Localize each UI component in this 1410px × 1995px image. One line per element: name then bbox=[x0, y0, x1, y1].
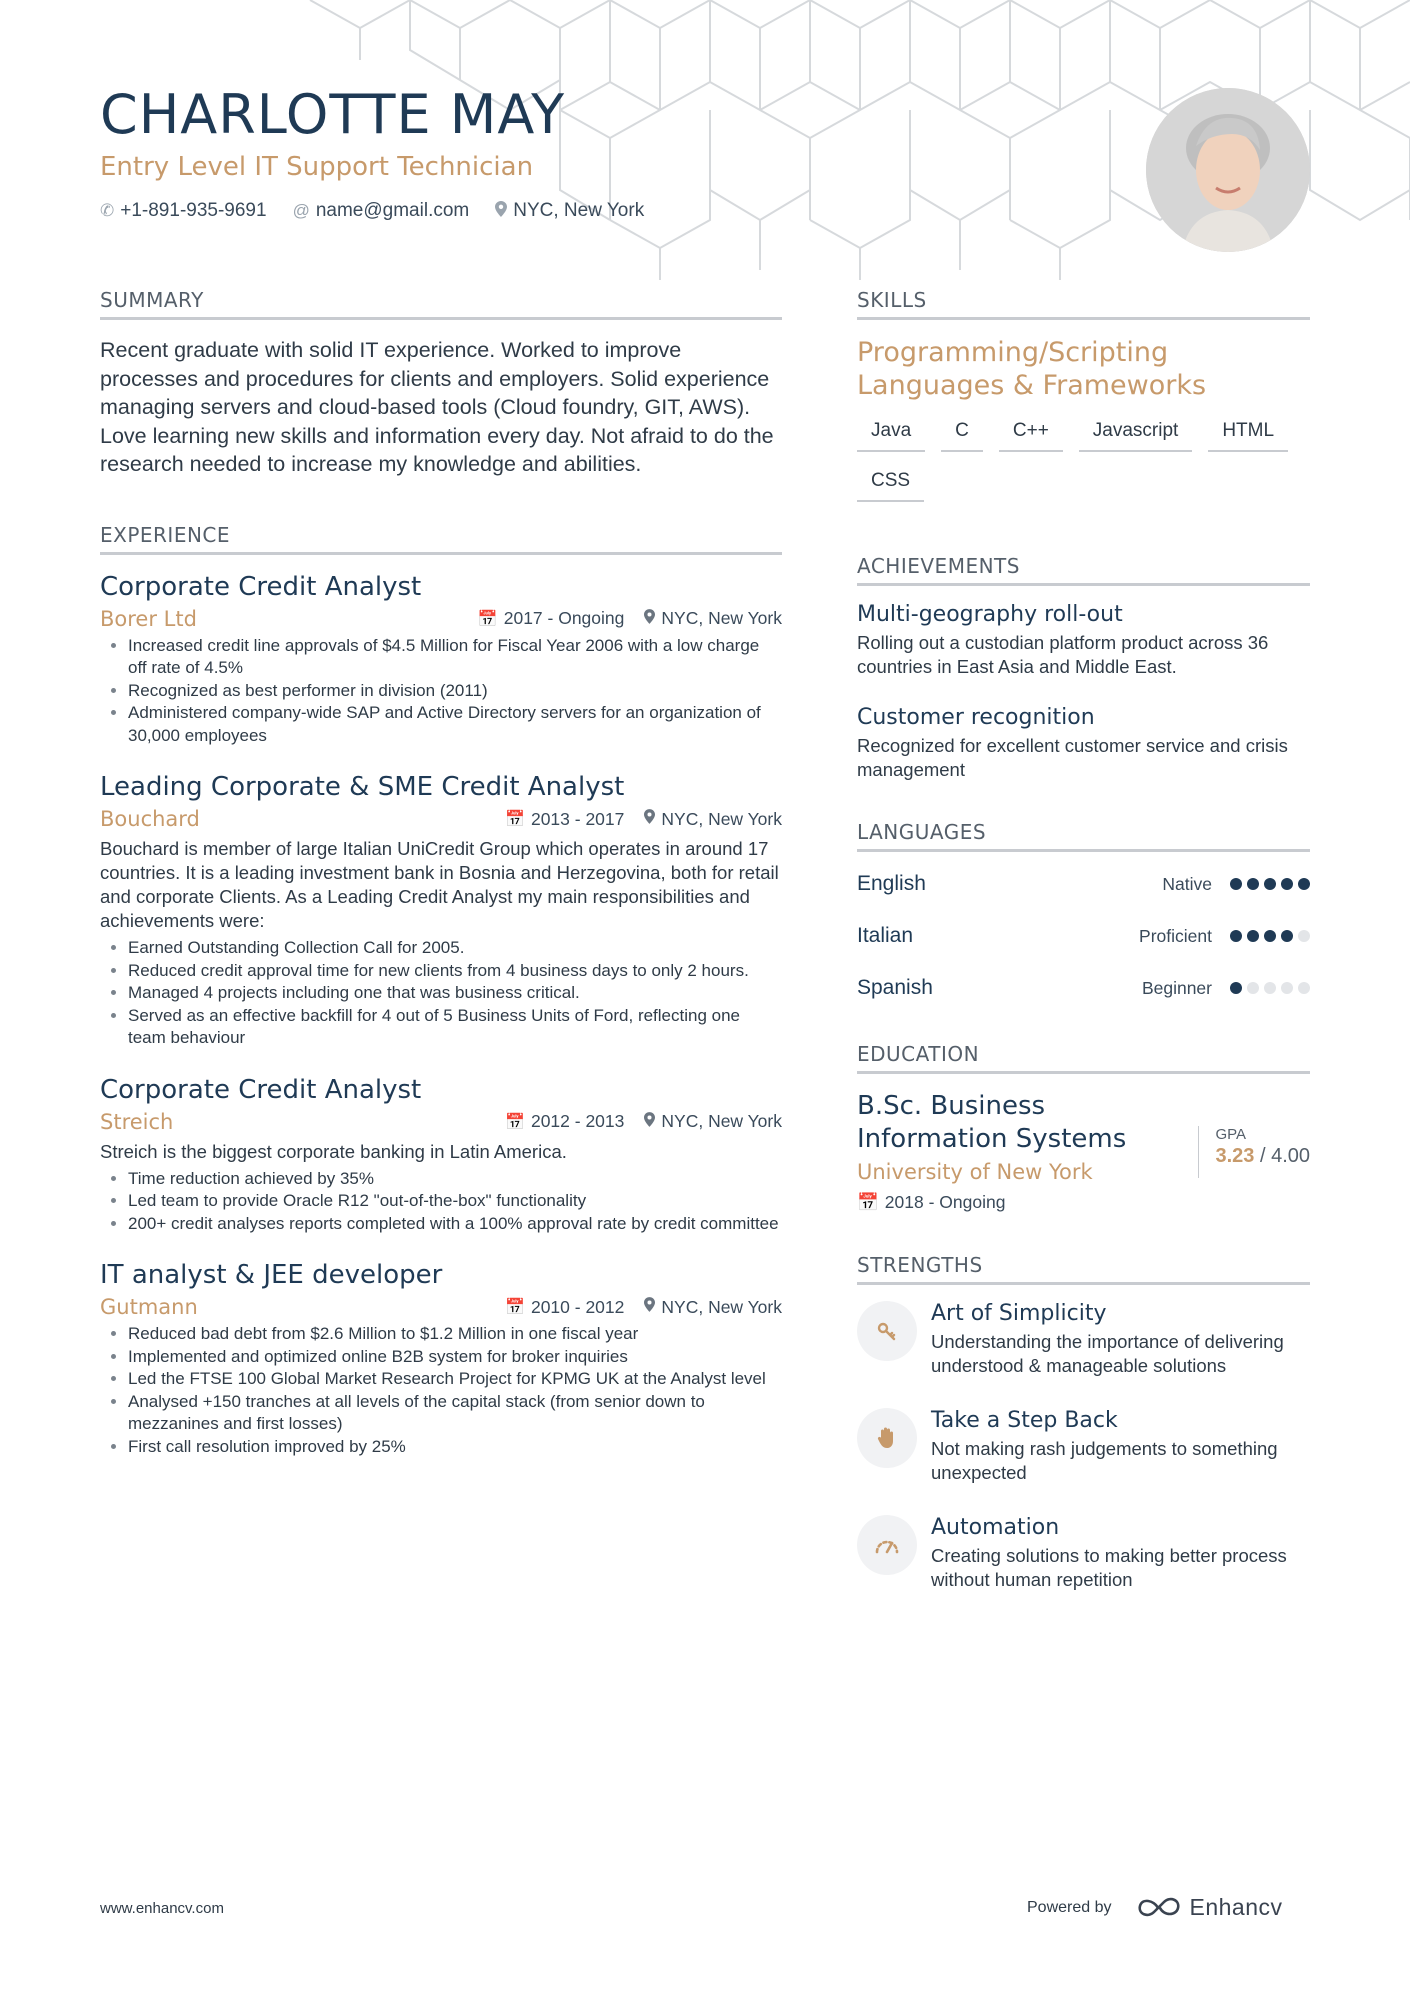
achievement-desc: Recognized for excellent customer service and crisis management bbox=[857, 735, 1288, 780]
language-name: Spanish bbox=[857, 976, 933, 999]
achievement-item bbox=[857, 602, 1310, 679]
right-column bbox=[857, 288, 1310, 1622]
education-dates-text: 2018 - Ongoing bbox=[884, 1192, 1006, 1212]
profile-photo bbox=[1146, 88, 1310, 252]
job-bullet: • Earned Outstanding Collection Call for 2005. bbox=[128, 937, 782, 960]
job-location bbox=[644, 608, 782, 629]
language-level: Native bbox=[1162, 873, 1212, 894]
strength-body bbox=[931, 1301, 1310, 1378]
language-level: Beginner bbox=[1141, 977, 1212, 998]
strengths-heading: STRENGTHS bbox=[857, 1253, 1310, 1285]
location-pin-icon bbox=[644, 1297, 655, 1317]
calendar-icon: 📅 bbox=[505, 811, 525, 828]
experience-list bbox=[100, 571, 782, 1459]
language-level: Proficient bbox=[1139, 925, 1212, 946]
strength-desc: Creating solutions to making better process without human repetition bbox=[931, 1545, 1287, 1590]
job-bullet: • Reduced credit approval time for new clients from 4 business days to only 2 hours. bbox=[128, 960, 782, 983]
candidate-title: Entry Level IT Support Technician bbox=[100, 152, 534, 182]
job-location bbox=[644, 809, 782, 830]
location-text: NYC, New York bbox=[513, 200, 645, 221]
skill-tag: HTML bbox=[1208, 414, 1288, 452]
brand-name: Enhancv bbox=[1189, 1894, 1283, 1920]
speedometer-icon bbox=[857, 1515, 917, 1575]
job-location-text: NYC, New York bbox=[661, 608, 782, 628]
strength-item bbox=[857, 1408, 1310, 1485]
rating-dot-empty bbox=[1247, 982, 1259, 994]
rating-dots bbox=[1230, 982, 1310, 994]
company-name: Streich bbox=[100, 1109, 174, 1134]
job-meta-right bbox=[478, 608, 782, 629]
achievement-item bbox=[857, 705, 1310, 782]
gpa-label: GPA bbox=[1215, 1126, 1247, 1143]
rating-dot-empty bbox=[1264, 982, 1276, 994]
rating-dots bbox=[1230, 930, 1310, 942]
location-pin-icon bbox=[644, 809, 655, 829]
email-contact bbox=[293, 200, 470, 222]
job-bullet: • Managed 4 projects including one that was business critical. bbox=[128, 982, 782, 1005]
location-pin-icon bbox=[644, 1112, 655, 1132]
rating-dot-empty bbox=[1298, 930, 1310, 942]
calendar-icon: 📅 bbox=[505, 1113, 525, 1131]
language-proficiency bbox=[1139, 926, 1310, 947]
calendar-icon: 📅 bbox=[857, 1192, 879, 1212]
rating-dot-filled bbox=[1264, 878, 1276, 890]
job-bullet: • Reduced bad debt from $2.6 Million to $1.2 Million in one fiscal year bbox=[128, 1323, 782, 1346]
rating-dot-filled bbox=[1247, 930, 1259, 942]
strength-desc: Not making rash judgements to something unexpected bbox=[931, 1438, 1278, 1483]
job-meta bbox=[100, 807, 782, 831]
skill-tag: C++ bbox=[999, 414, 1063, 452]
email-text[interactable]: name@gmail.com bbox=[315, 200, 470, 221]
phone-text[interactable]: +1-891-935-9691 bbox=[120, 200, 267, 221]
calendar-icon: 📅 bbox=[477, 610, 498, 628]
job-location-text: NYC, New York bbox=[661, 808, 782, 829]
job-title: Corporate Credit Analyst bbox=[100, 1074, 422, 1105]
location-pin-icon bbox=[644, 609, 655, 629]
job-location bbox=[644, 1111, 782, 1132]
strength-body bbox=[931, 1515, 1310, 1592]
rating-dot-empty bbox=[1298, 982, 1310, 994]
enhancv-logo-icon bbox=[1136, 1896, 1182, 1920]
resume-header bbox=[100, 84, 644, 222]
calendar-icon: 📅 bbox=[505, 1299, 525, 1316]
language-row bbox=[857, 962, 1310, 1014]
education-entry bbox=[857, 1090, 1310, 1213]
skill-tag: Javascript bbox=[1079, 414, 1193, 452]
strength-title: Take a Step Back bbox=[931, 1408, 1118, 1433]
skill-tag: CSS bbox=[857, 464, 924, 502]
strength-body bbox=[931, 1408, 1310, 1485]
job-title: IT analyst & JEE developer bbox=[100, 1260, 443, 1290]
rating-dot-filled bbox=[1281, 930, 1293, 942]
strength-item bbox=[857, 1301, 1310, 1378]
job-dates-text: 2010 - 2012 bbox=[530, 1296, 625, 1317]
powered-by-label: Powered by bbox=[1027, 1898, 1112, 1916]
job-entry bbox=[100, 1074, 782, 1236]
job-description: Bouchard is member of large Italian UniCredit Group which operates in around 17 countries. It is a leading investment bank in Bosnia and Herzegovina, both for retail and corporate Clients. As a Leading Credit Analyst my main responsibilities and achievements were: bbox=[100, 838, 779, 931]
footer-website[interactable]: www.enhancv.com bbox=[100, 1900, 224, 1917]
summary-text: Recent graduate with solid IT experience. Worked to improve processes and procedures for clients and employers. Solid experience managing servers and cloud-based tools (Cloud foundry, GIT, AWS). Love learning new skills and information every day. Not afraid to do the research needed to increase my knowledge and abilities. bbox=[100, 338, 774, 476]
language-row bbox=[857, 858, 1310, 910]
gpa-score: 3.23 bbox=[1215, 1145, 1255, 1167]
job-bullet: • Led the FTSE 100 Global Market Research Project for KPMG UK at the Analyst level bbox=[128, 1368, 782, 1391]
job-bullet: • 200+ credit analyses reports completed with a 100% approval rate by credit committee bbox=[128, 1213, 782, 1236]
rating-dot-filled bbox=[1247, 878, 1259, 890]
achievement-list bbox=[857, 602, 1310, 782]
job-dates bbox=[505, 1297, 624, 1318]
school-name: University of New York bbox=[857, 1160, 1093, 1184]
language-list bbox=[857, 858, 1310, 1014]
job-meta bbox=[100, 607, 782, 631]
achievement-title: Customer recognition bbox=[857, 705, 1095, 730]
skills-heading: SKILLS bbox=[857, 288, 1310, 320]
language-proficiency bbox=[1142, 978, 1310, 999]
job-bullets bbox=[100, 1168, 782, 1236]
contact-row bbox=[100, 200, 644, 222]
achievement-title: Multi-geography roll-out bbox=[857, 602, 1123, 627]
job-meta-right bbox=[505, 1297, 782, 1318]
job-location-text: NYC, New York bbox=[661, 1296, 782, 1317]
languages-heading: LANGUAGES bbox=[857, 820, 1310, 852]
rating-dot-empty bbox=[1281, 982, 1293, 994]
achievement-desc: Rolling out a custodian platform product across 36 countries in East Asia and Middle East. bbox=[857, 632, 1269, 677]
strength-item bbox=[857, 1515, 1310, 1592]
job-meta-right bbox=[505, 809, 782, 830]
job-bullets bbox=[100, 635, 782, 748]
company-name: Gutmann bbox=[100, 1295, 198, 1319]
rating-dots bbox=[1230, 878, 1310, 890]
language-proficiency bbox=[1162, 874, 1310, 895]
at-icon: @ bbox=[292, 201, 310, 220]
job-bullet: • Time reduction achieved by 35% bbox=[128, 1168, 782, 1191]
job-bullet: • Analysed +150 tranches at all levels of the capital stack (from senior down to mezzanines and first losses) bbox=[128, 1391, 782, 1436]
job-description: Streich is the biggest corporate banking in Latin America. bbox=[100, 1140, 567, 1162]
job-entry bbox=[100, 1259, 782, 1458]
job-meta bbox=[100, 1110, 782, 1134]
education-heading: EDUCATION bbox=[857, 1042, 1310, 1074]
left-column bbox=[100, 288, 782, 1482]
job-dates bbox=[478, 608, 625, 629]
gpa-max: / 4.00 bbox=[1259, 1145, 1310, 1167]
footer-brand bbox=[1027, 1894, 1283, 1921]
skill-tags bbox=[857, 414, 1310, 514]
company-name: Borer Ltd bbox=[100, 606, 197, 631]
hand-stop-icon bbox=[857, 1408, 917, 1468]
phone-icon: ✆ bbox=[100, 201, 115, 220]
key-icon bbox=[857, 1301, 917, 1361]
job-bullets bbox=[100, 937, 782, 1050]
job-bullet: • Implemented and optimized online B2B system for broker inquiries bbox=[128, 1346, 782, 1369]
rating-dot-filled bbox=[1230, 930, 1242, 942]
strength-title: Art of Simplicity bbox=[931, 1301, 1107, 1326]
job-bullet: • First call resolution improved by 25% bbox=[128, 1436, 782, 1459]
rating-dot-filled bbox=[1230, 878, 1242, 890]
job-entry bbox=[100, 571, 782, 748]
job-title: Corporate Credit Analyst bbox=[100, 571, 422, 602]
job-dates bbox=[505, 1111, 624, 1132]
location-contact bbox=[495, 200, 644, 222]
degree-title: B.Sc. Business Information Systems bbox=[857, 1091, 1127, 1154]
job-location bbox=[644, 1297, 782, 1318]
candidate-name: CHARLOTTE MAY bbox=[100, 83, 566, 146]
job-dates-text: 2017 - Ongoing bbox=[503, 608, 625, 628]
skill-tag: C bbox=[941, 414, 983, 452]
phone-contact bbox=[100, 200, 267, 222]
job-dates-text: 2012 - 2013 bbox=[530, 1111, 625, 1131]
achievements-heading: ACHIEVEMENTS bbox=[857, 554, 1310, 586]
summary-heading: SUMMARY bbox=[100, 288, 782, 320]
job-bullet: • Led team to provide Oracle R12 "out-of-the-box" functionality bbox=[128, 1190, 782, 1213]
job-meta bbox=[100, 1295, 782, 1319]
strength-list bbox=[857, 1301, 1310, 1592]
job-meta-right bbox=[505, 1111, 782, 1132]
rating-dot-filled bbox=[1264, 930, 1276, 942]
job-dates-text: 2013 - 2017 bbox=[530, 808, 625, 829]
skill-tag: Java bbox=[857, 414, 925, 452]
gpa-box bbox=[1198, 1126, 1310, 1178]
skill-group-title: Programming/Scripting Languages & Frameworks bbox=[857, 337, 1207, 401]
job-bullets bbox=[100, 1323, 782, 1458]
strength-desc: Understanding the importance of delivering understood & manageable solutions bbox=[931, 1331, 1284, 1376]
strength-title: Automation bbox=[931, 1515, 1060, 1540]
language-name: English bbox=[857, 872, 926, 895]
location-pin-icon bbox=[495, 201, 507, 222]
rating-dot-filled bbox=[1281, 878, 1293, 890]
job-location-text: NYC, New York bbox=[661, 1111, 782, 1131]
gpa-value bbox=[1215, 1145, 1310, 1168]
company-name: Bouchard bbox=[100, 807, 200, 831]
brand-logo[interactable] bbox=[1136, 1894, 1283, 1921]
education-main bbox=[857, 1090, 1157, 1213]
rating-dot-filled bbox=[1230, 982, 1242, 994]
job-bullet: • Administered company-wide SAP and Active Directory servers for an organization of 30,000 employees bbox=[128, 702, 782, 747]
job-bullet: • Increased credit line approvals of $4.5 Million for Fiscal Year 2006 with a low charge off rate of 4.5% bbox=[128, 635, 782, 680]
job-dates bbox=[505, 809, 624, 830]
language-name: Italian bbox=[857, 924, 914, 947]
job-title: Leading Corporate & SME Credit Analyst bbox=[100, 772, 625, 802]
experience-heading: EXPERIENCE bbox=[100, 523, 782, 555]
job-bullet: • Served as an effective backfill for 4 out of 5 Business Units of Ford, reflecting one team behaviour bbox=[128, 1005, 782, 1050]
education-dates bbox=[857, 1192, 1157, 1213]
language-row bbox=[857, 910, 1310, 962]
job-entry bbox=[100, 771, 782, 1050]
job-bullet: • Recognized as best performer in division (2011) bbox=[128, 680, 782, 703]
rating-dot-filled bbox=[1298, 878, 1310, 890]
